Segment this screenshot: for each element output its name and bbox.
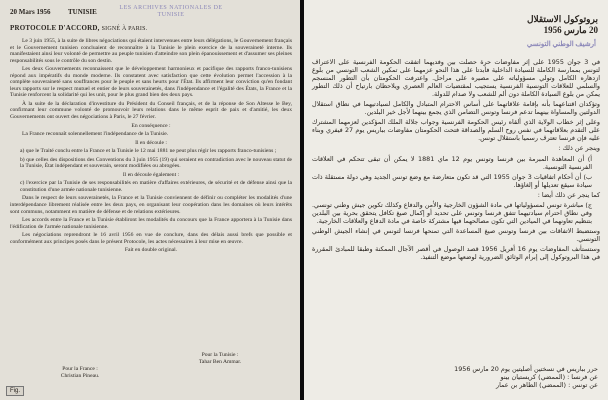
arabic-title-date: 20 مارس 1956 — [543, 25, 598, 35]
body-paragraph: في 3 جوان 1955 على إثر مفاوضات حرة حصلت بين وفديهما اتفقت الحكومة الفرنسية على الاعتراف لتونس بممارسة الكاملة للسيادة الداخلية فأبدتا على هذا النحو عزمهما على تمكين الشعب التونسي من بلوغ ازدهاره الكامل وتولي مسؤولياته على مصيره على مراحل. واعترفت الحكومتان بأن التطور المنسجم والسلمي للعلاقات التونسية الفرنسية يستجيب لمقتضيات العالم العصري ويلاحظان بارتياح أن ذلك التطور يمكن من بلوغ السيادة الكاملة دون ألم للشعب ولا صدام للدولة. — [312, 58, 600, 99]
body-paragraph: وينجر عن ذلك : — [558, 144, 600, 153]
article-paragraph: a) que le Traité conclu entre la France et la Tunisie le 12 mai 1881 ne peut plus régir les rapports franco-tunisiens ; — [20, 148, 277, 155]
body-paragraph: Il en découle : — [135, 139, 167, 146]
arabic-archives-stamp: أرشيف الوطني التونسي — [526, 40, 596, 48]
article-paragraph: c) l'exercice par la Tunisie de ses responsabilités en matière d'affaires extérieures, de sécurité et de défense ainsi que la constitution d'une armée nationale tunisienne. — [20, 180, 292, 193]
document-tag: Fig. — [6, 386, 24, 396]
arabic-closing: حرر بباريس في نسختين أصليتين يوم 20 مارس 1956 — [454, 365, 598, 373]
body-paragraph: وستستأنف المفاوضات يوم 16 أفريل 1956 قصد الوصول في أقصر الآجال الممكنة وطبقا للمبادئ المقررة في هذا البروتوكول إلى إبرام الوثائق الضرورية لوضعها موضع التنفيذ. — [312, 244, 601, 262]
arabic-signature-france: عن فرنسا : (الممضي) كريستيان بينو — [500, 373, 598, 381]
arabic-document-body — [312, 58, 600, 263]
arabic-title — [314, 14, 598, 36]
title-sub: SIGNÉ À PARIS. — [101, 26, 148, 32]
body-paragraph: وعلى إثر خطاب الولاية الذي ألقاه رئيس الحكومة الفرنسية وجواب جلالة الملك المؤكدين لعزمهما المشترك على التقدم بعلاقاتهما في نفس روح السلم والصداقة فتحت الحكومتان مفاوضات بباريس يوم 27 فيفري وبناء عليه فإن فرنسا تعترف رسميا باستقلال تونس. — [312, 118, 600, 143]
body-paragraph: Le 3 juin 1955, à la suite de libres négociations qui étaient intervenues entre leurs délégations, le Gouvernement français et le Gouvernement tunisien concluaient de reconnaître à la Tunisie le plein exercice de la souveraineté interne. Ils manifestaient ainsi leur volonté de permettre au peuple tunisien d'atteindre son plein épanouissement et d'assumer ses pleines responsabilités sous le contrôle du son destin. — [10, 38, 292, 64]
article-paragraph: b) que celles des dispositions des Conventions du 3 juin 1955 (19) qui seraient en contradiction avec le nouveau statut de la Tunisie, État indépendant et souverain, seront modifiées ou abrogées. — [20, 156, 292, 170]
body-paragraph: Fait en double original. — [124, 247, 178, 254]
document-title — [10, 24, 147, 32]
arabic-signature-tunisia: عن تونس : (الممضي) الطاهر بن عمار — [496, 381, 598, 389]
body-paragraph: Il en découle également : — [122, 171, 180, 178]
body-paragraph: À la suite de la déclaration d'investiture du Président du Conseil français, et de la réponse de Son Altesse le Bey, confirmant leur commune volonté de promouvoir leurs relations dans le même esprit de paix et d'amitié, les deux Gouvernements ont ouvert des négociations à Paris, le 27 février. — [10, 100, 292, 121]
body-paragraph: Les deux Gouvernements reconnaissent que le développement harmonieux et pacifique des rapports franco-tunisiens répond aux impératifs du monde moderne. Ils constatent avec satisfaction que cette évolution permet l'accession à la complète souveraineté sans souffrances pour le peuple et sans heurts pour l'État. Ils affirment leur conviction qu'en fondant leurs rapports sur le respect mutuel et entier de leurs souverainetés, dans l'indépendance et l'égalité des États, la France et la Tunisie renforcent la solidarité qui les unit, pour le plus grand bien des deux pays. — [10, 66, 292, 99]
arabic-document-page — [304, 0, 608, 400]
signature-france — [20, 366, 140, 380]
body-paragraph: وستضبط الاتفاقات بين فرنسا وتونس صيغ المساعدة التي تمنحها فرنسا لتونس في إنشاء الجيش الوطني التونسي. — [312, 226, 600, 243]
document-body — [10, 38, 292, 256]
article-paragraph: أ) أن المعاهدة المبرمة بين فرنسا وتونس يوم 12 ماي 1881 لا يمكن أن تبقى تتحكم في العلاقات الفرنسية التونسية. — [312, 154, 592, 171]
arabic-title-main: بروتوكول الاستقلال — [526, 14, 598, 24]
document-date: 20 Mars 1956 — [10, 8, 51, 16]
body-paragraph: وتؤكدان اقتناعهما بأنه بإقامة علاقاتهما على أساس الاحترام المتبادل والكامل لسيادتيهما في نطاق استقلال الدولتين والمساواة بينهما تدعم فرنسا وتونس التضامن الذي يجمع بينهما لأجل خير البلدين. — [312, 100, 600, 117]
body-paragraph: Dans le respect de leurs souverainetés, la France et la Tunisie conviennent de définir ou compléter les modalités d'une interdépendance librement réalisée entre les deux pays, en organisant leur coopération dans les domaines où leurs intérêts sont communs, notamment en matière de défense et de relations extérieures. — [10, 195, 292, 215]
archives-stamp: LES ARCHIVES NATIONALES DE TUNISIE — [119, 5, 223, 18]
signature-tunisia — [160, 352, 280, 366]
body-paragraph: En conséquence : — [131, 122, 171, 129]
signature-france-name: Christian Pineau. — [60, 373, 100, 379]
body-paragraph: La France reconnaît solennellement l'indépendance de la Tunisie. — [22, 131, 169, 138]
signature-tunisia-name: Tahar Ben Ammar. — [198, 359, 242, 365]
body-paragraph: Les accords entre la France et la Tunisie établiront les modalités du concours que la France apportera à la Tunisie dans l'édification de l'armée nationale tunisienne. — [10, 217, 292, 230]
article-paragraph: ب) أن أحكام اتفاقيات 3 جوان 1955 التي قد تكون متعارضة مع وضع تونس الجديد وهي دولة مستقلة ذات سيادة سيقع تعديلها أو إلغاؤها. — [312, 172, 592, 189]
arabic-signature-block — [312, 365, 598, 389]
body-paragraph: Les négociations reprendront le 16 avril 1956 en vue de conclure, dans des délais aussi brefs que possible et conformément aux principes posés dans le présent Protocole, les actes nécessaires à leur mise en œuvre. — [10, 232, 292, 245]
body-paragraph: كما ينجر عن ذلك أيضا : — [537, 190, 600, 199]
french-document-page — [0, 0, 300, 400]
article-paragraph: ج) مباشرة تونس لمسؤولياتها في مادة الشؤون الخارجية والأمن والدفاع وكذلك تكوين جيش وطني تونسي. وفي نطاق احترام سيادتيهما تتفق فرنسا وتونس على تحديد أو إكمال صيغ تكافل يتحقق بحرية بين البلدين بتنظيم تعاونهما في الميادين التي تكون مصالحهما فيها مشتركة خاصة في مادة الدفاع والعلاقات الخارجية. — [312, 200, 592, 225]
title-main: PROTOCOLE D'ACCORD, — [10, 24, 100, 32]
signature-tunisia-label: Pour la Tunisie : — [201, 352, 239, 358]
signature-france-label: Pour la France : — [62, 366, 98, 372]
document-country: TUNISIE — [68, 8, 97, 16]
